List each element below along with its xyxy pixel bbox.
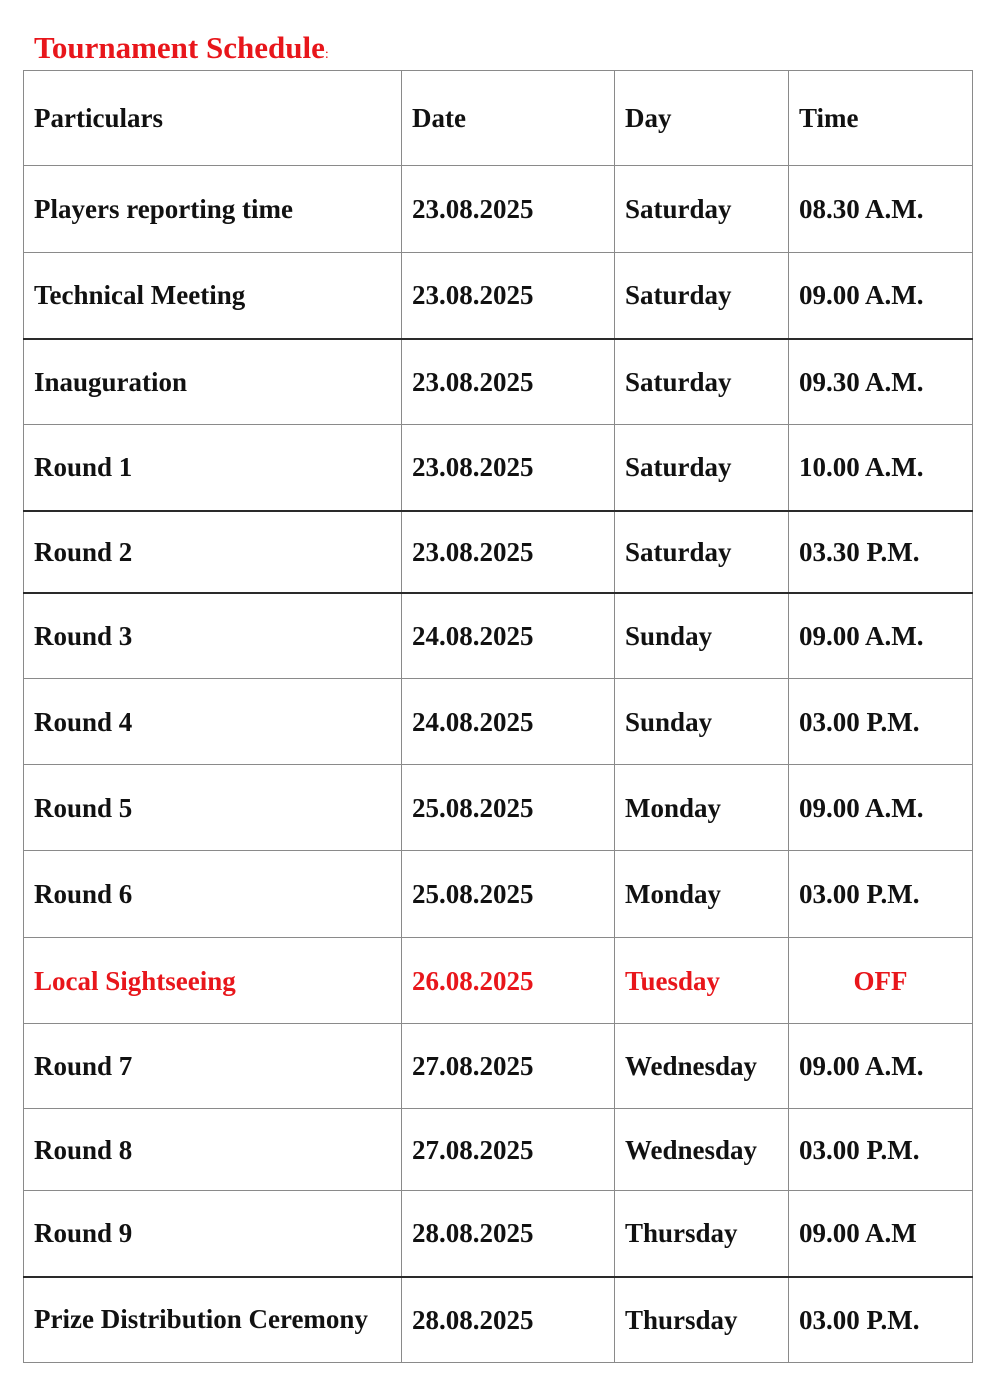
cell-time: 09.00 A.M. — [789, 593, 973, 679]
cell-date: 27.08.2025 — [402, 1109, 615, 1191]
cell-particulars: Round 4 — [24, 679, 402, 765]
cell-time: 03.00 P.M. — [789, 1277, 973, 1363]
cell-day: Monday — [615, 851, 789, 938]
cell-date: 28.08.2025 — [402, 1191, 615, 1277]
cell-time: 03.30 P.M. — [789, 511, 973, 593]
table-row — [24, 1277, 973, 1363]
cell-date: 23.08.2025 — [402, 339, 615, 425]
cell-particulars: Technical Meeting — [24, 253, 402, 339]
cell-time: 09.00 A.M. — [789, 1024, 973, 1109]
cell-date: 24.08.2025 — [402, 593, 615, 679]
cell-time: 10.00 A.M. — [789, 425, 973, 511]
page-title — [34, 30, 329, 66]
cell-time: 03.00 P.M. — [789, 1109, 973, 1191]
title-suffix: : — [324, 47, 329, 62]
cell-time: 09.00 A.M. — [789, 765, 973, 851]
cell-day: Sunday — [615, 593, 789, 679]
cell-particulars: Round 7 — [24, 1024, 402, 1109]
cell-day: Thursday — [615, 1191, 789, 1277]
cell-date: 25.08.2025 — [402, 765, 615, 851]
cell-day: Tuesday — [615, 938, 789, 1024]
header-time: Time — [789, 71, 973, 166]
cell-particulars: Inauguration — [24, 339, 402, 425]
cell-date: 23.08.2025 — [402, 166, 615, 253]
cell-day: Saturday — [615, 253, 789, 339]
cell-date: 27.08.2025 — [402, 1024, 615, 1109]
table-header-row — [24, 71, 973, 166]
cell-particulars: Local Sightseeing — [24, 938, 402, 1024]
cell-day: Sunday — [615, 679, 789, 765]
table-row — [24, 253, 973, 339]
cell-day: Wednesday — [615, 1024, 789, 1109]
cell-day: Monday — [615, 765, 789, 851]
cell-time: 09.30 A.M. — [789, 339, 973, 425]
cell-day: Saturday — [615, 339, 789, 425]
schedule-table — [23, 70, 973, 1363]
table-row — [24, 1024, 973, 1109]
header-particulars: Particulars — [24, 71, 402, 166]
cell-date: 28.08.2025 — [402, 1277, 615, 1363]
header-day: Day — [615, 71, 789, 166]
cell-date: 23.08.2025 — [402, 253, 615, 339]
table-row — [24, 1109, 973, 1191]
cell-day: Thursday — [615, 1277, 789, 1363]
cell-date: 26.08.2025 — [402, 938, 615, 1024]
cell-particulars: Round 5 — [24, 765, 402, 851]
cell-particulars: Prize Distribution Ceremony — [24, 1277, 402, 1363]
cell-particulars: Round 2 — [24, 511, 402, 593]
cell-day: Saturday — [615, 166, 789, 253]
cell-time: 03.00 P.M. — [789, 679, 973, 765]
table-row — [24, 166, 973, 253]
table-row-highlight — [24, 938, 973, 1024]
table-row — [24, 679, 973, 765]
cell-date: 25.08.2025 — [402, 851, 615, 938]
table-row — [24, 339, 973, 425]
header-date: Date — [402, 71, 615, 166]
cell-date: 23.08.2025 — [402, 511, 615, 593]
cell-day: Saturday — [615, 425, 789, 511]
cell-date: 24.08.2025 — [402, 679, 615, 765]
cell-particulars: Round 8 — [24, 1109, 402, 1191]
cell-day: Saturday — [615, 511, 789, 593]
table-row — [24, 765, 973, 851]
cell-particulars: Round 3 — [24, 593, 402, 679]
table-row — [24, 425, 973, 511]
cell-time: 08.30 A.M. — [789, 166, 973, 253]
table-row — [24, 1191, 973, 1277]
cell-day: Wednesday — [615, 1109, 789, 1191]
table-row — [24, 511, 973, 593]
cell-date: 23.08.2025 — [402, 425, 615, 511]
cell-particulars: Round 6 — [24, 851, 402, 938]
cell-particulars: Round 1 — [24, 425, 402, 511]
cell-time: 09.00 A.M — [789, 1191, 973, 1277]
cell-time: 03.00 P.M. — [789, 851, 973, 938]
cell-particulars: Round 9 — [24, 1191, 402, 1277]
table-row — [24, 851, 973, 938]
title-text: Tournament Schedule — [34, 30, 325, 65]
cell-particulars: Players reporting time — [24, 166, 402, 253]
table-row — [24, 593, 973, 679]
cell-time: 09.00 A.M. — [789, 253, 973, 339]
cell-time: OFF — [789, 938, 973, 1024]
